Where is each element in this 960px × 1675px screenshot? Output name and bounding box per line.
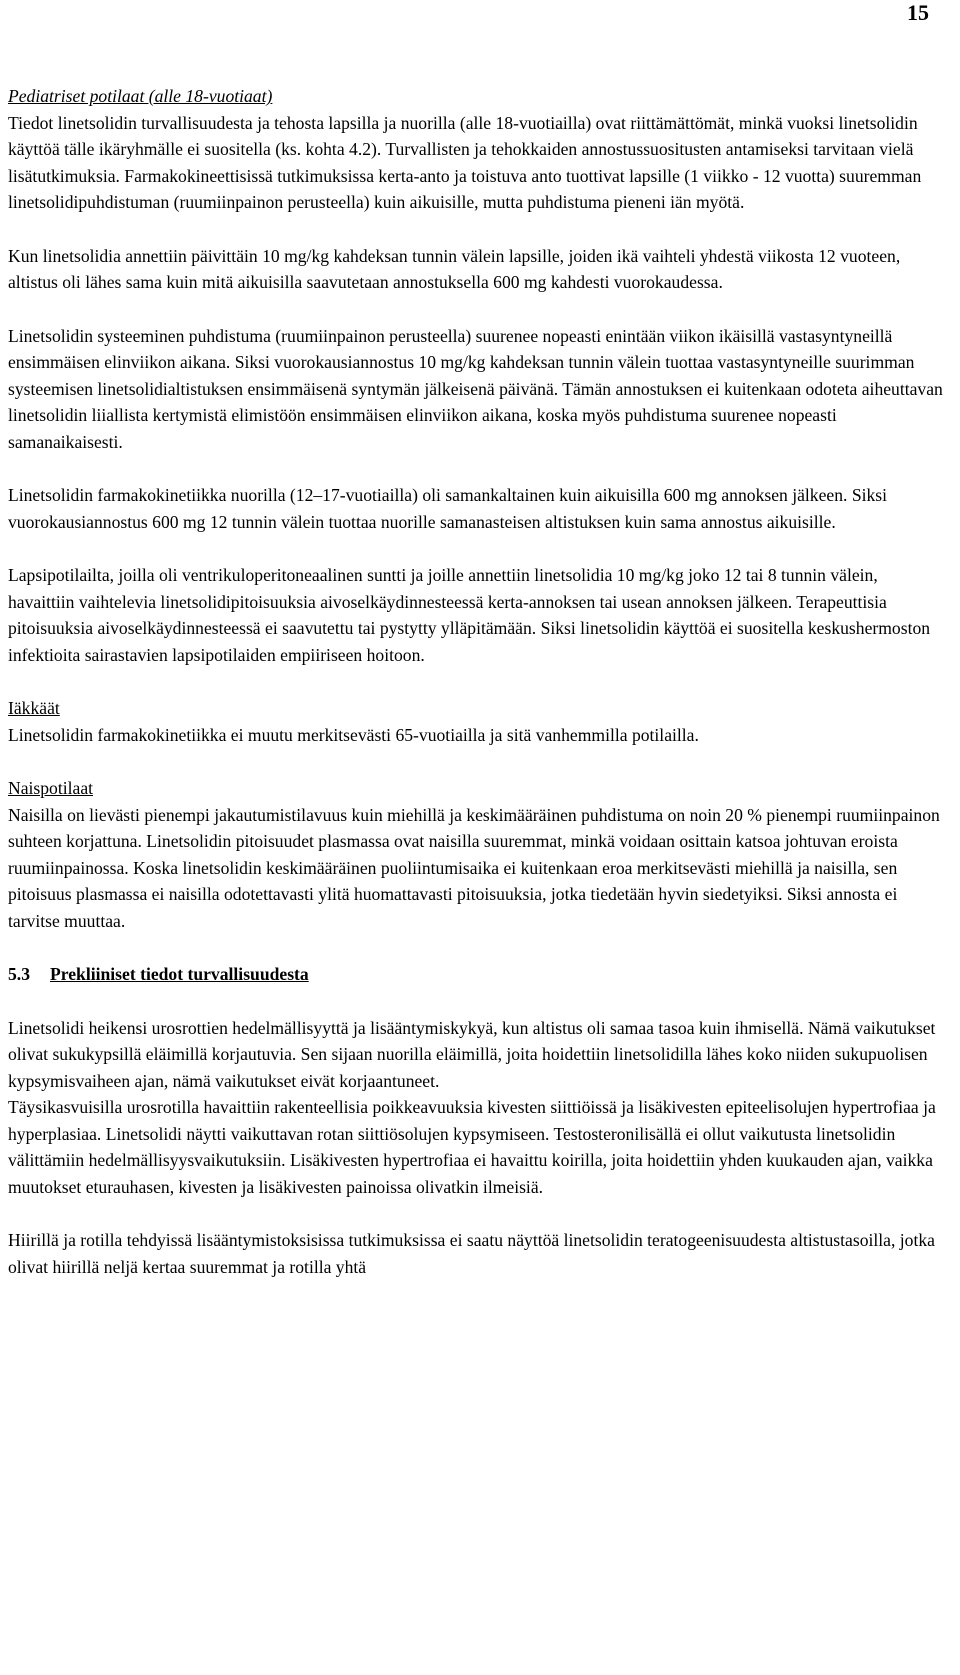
elderly-heading: Iäkkäät — [8, 698, 60, 718]
pediatric-paragraph-3: Linetsolidin systeeminen puhdistuma (ruumiinpainon perusteella) suurenee nopeasti enintään viikon ikäisillä vastasyntyneillä ensimmäisen elinviikon aikana. Siksi vuorokausiannostus 10 mg/kg kahdeksan tunnin välein tuottaa vastasyntyneille suurimman systeemisen linetsolidialtistuksen ensimmäisenä syntymän jälkeisenä päivänä. Tämän annostuksen ei kuitenkaan odoteta aiheuttavan linetsolidin liiallista kertymistä elimistöön ensimmäisen elinviikon aikana, koska myös puhdistuma suurenee nopeasti samanaikaisesti. — [8, 325, 943, 452]
preclinical-paragraph-1: Linetsolidi heikensi urosrottien hedelmällisyyttä ja lisääntymiskykyä, kun altistus oli samaa tasoa kuin ihmisellä. Nämä vaikutukset olivat sukukypsillä eläimillä korjautuvia. Sen sijaan nuorilla eläimillä, joita hoidettiin linetsolidilla lähes koko niiden sukupuolisen kypsymisvaiheen ajan, nämä vaikutukset eivät korjaantuneet. — [8, 1017, 936, 1091]
document-body — [8, 83, 948, 1280]
pediatric-heading: Pediatriset potilaat (alle 18-vuotiaat) — [8, 86, 273, 106]
women-heading: Naispotilaat — [8, 778, 94, 798]
section-heading — [8, 961, 948, 988]
women-paragraph: Naisilla on lievästi pienempi jakautumistilavuus kuin miehillä ja keskimääräinen puhdistuma on noin 20 % pienempi ruumiinpainon suhteen korjattuna. Linetsolidin pitoisuudet plasmassa ovat naisilla suuremmat, minkä voidaan osittain katsoa johtuvan eroista ruumiinpainossa. Koska linetsolidin keskimääräinen puoliintumisaika ei kuitenkaan eroa merkitsevästi miehillä ja naisilla, sen pitoisuus plasmassa ei naisilla odotettavasti ylitä huomattavasti pitoisuuksia, jotka tiedetään hyvin siedetyiksi. Siksi annosta ei tarvitse muuttaa. — [8, 804, 940, 931]
page-number: 15 — [907, 0, 929, 25]
pediatric-paragraph-2: Kun linetsolidia annettiin päivittäin 10 mg/kg kahdeksan tunnin välein lapsille, joiden ikä vaihteli yhdestä viikosta 12 vuoteen, altistus oli lähes sama kuin mitä aikuisilla saavutetaan annostuksella 600 mg kahdesti vuorokaudessa. — [8, 245, 901, 292]
section-number: 5.3 — [8, 964, 30, 984]
elderly-paragraph: Linetsolidin farmakokinetiikka ei muutu merkitsevästi 65-vuotiailla ja sitä vanhemmilla potilailla. — [8, 724, 699, 745]
pediatric-paragraph-5: Lapsipotilailta, joilla oli ventrikuloperitoneaalinen suntti ja joille annettiin linetsolidia 10 mg/kg joko 12 tai 8 tunnin välein, havaittiin vaihtelevia linetsolidipitoisuuksia aivoselkäydinnesteessä kerta-annoksen tai usean annoksen jälkeen. Terapeuttisia pitoisuuksia aivoselkäydinnesteessä ei saavutettu tai pystytty ylläpitämään. Siksi linetsolidin käyttöä ei suositella keskushermoston infektioita sairastavien lapsipotilaiden empiiriseen hoitoon. — [8, 565, 931, 665]
pediatric-paragraph-1: Tiedot linetsolidin turvallisuudesta ja tehosta lapsilla ja nuorilla (alle 18-vuotiailla) ovat riittämättömät, minkä vuoksi linetsolidin käyttöä tälle ikäryhmälle ei suositella (ks. kohta 4.2). Turvallisten ja tehokkaiden annostussuositusten antamiseksi tarvitaan vielä lisätutkimuksia. Farmakokineettisissä tutkimuksissa kerta-anto ja toistuva anto tuottivat lapsille (1 viikko - 12 vuotta) suuremman linetsolidipuhdistuman (ruumiinpainon perusteella) kuin aikuisille, mutta puhdistuma pieneni iän myötä. — [8, 112, 922, 212]
pediatric-paragraph-4: Linetsolidin farmakokinetiikka nuorilla (12–17-vuotiailla) oli samankaltainen kuin aikuisilla 600 mg annoksen jälkeen. Siksi vuorokausiannostus 600 mg 12 tunnin välein tuottaa nuorille samanasteisen altistuksen kuin sama annostus aikuisille. — [8, 485, 888, 532]
preclinical-paragraph-2: Täysikasvuisilla urosrotilla havaittiin rakenteellisia poikkeavuuksia kivesten siittiöissä ja lisäkivesten epiteelisolujen hypertrofiaa ja hyperplasiaa. Linetsolidi näytti vaikuttavan rotan siittiösolujen kypsymiseen. Testosteronilisällä ei ollut vaikutusta linetsolidin välittämiin hedelmällisyysvaikutuksiin. Lisäkivesten hypertrofiaa ei havaittu koirilla, joita hoidettiin yhden kuukauden ajan, vaikka muutokset eturauhasen, kivesten ja lisäkivesten painoissa olivatkin ilmeisiä. — [8, 1097, 936, 1197]
preclinical-paragraph-3: Hiirillä ja rotilla tehdyissä lisääntymistoksisissa tutkimuksissa ei saatu näyttöä linetsolidin teratogeenisuudesta altistustasoilla, jotka olivat hiirillä neljä kertaa suuremmat ja rotilla yhtä — [8, 1230, 935, 1277]
section-title: Prekliiniset tiedot turvallisuudesta — [50, 964, 309, 984]
